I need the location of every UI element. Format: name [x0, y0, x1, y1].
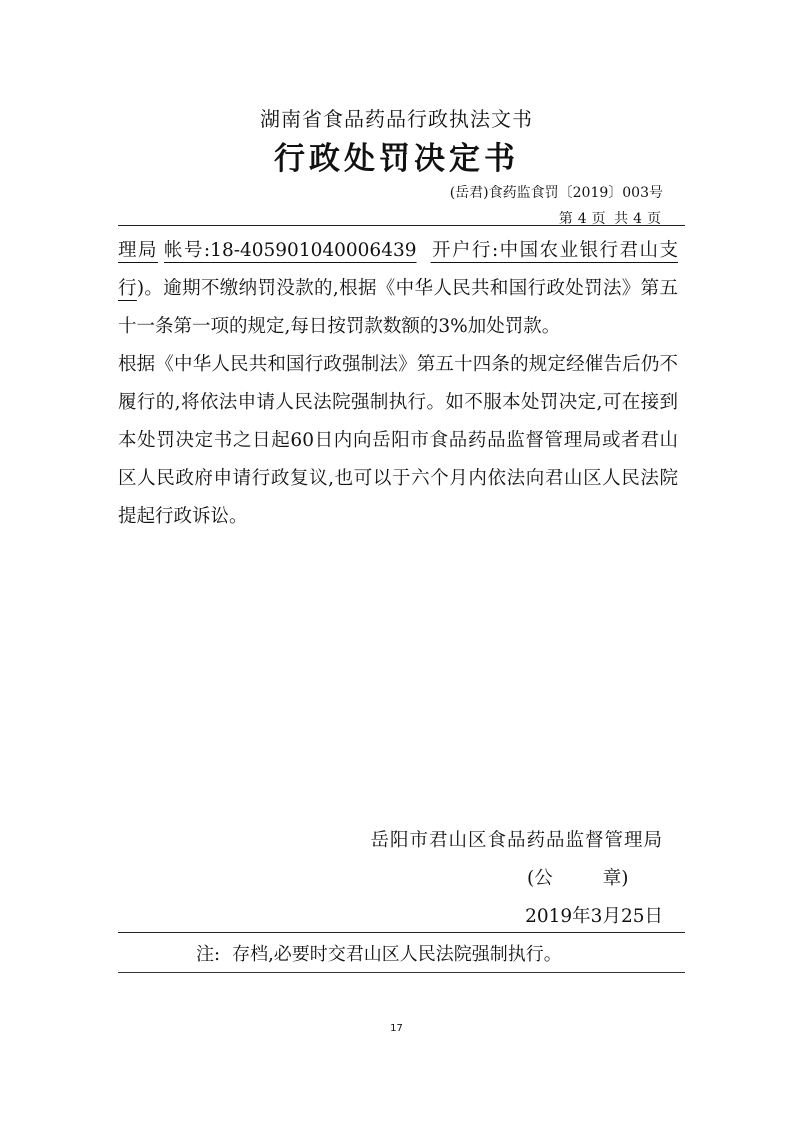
paragraph-enforcement: 根据《中华人民共和国行政强制法》第五十四条的规定经催告后仍不履行的,将依法申请人民法院强制执行。如不服本处罚决定,可在接到本处罚决定书之日起60日内向岳阳市食品药品监督管理局或者君山区人民政府申请行政复议,也可以于六个月内依法向君山区人民法院提起行政诉讼。 [118, 354, 678, 527]
official-seal-placeholder [527, 864, 628, 890]
paragraph-penalty-text: )。逾期不缴纳罚没款的,根据《中华人民共和国行政处罚法》第五十一条第一项的规定,每日按罚款数额的3%加处罚款。 [118, 278, 678, 337]
page-info-prefix: 第 [558, 211, 573, 227]
note-rule-top [118, 932, 685, 933]
account-label: 帐号: [163, 240, 211, 261]
bank-branch: 君山支行 [118, 240, 679, 299]
footnote-label: 注: [196, 944, 221, 965]
seal-open: (公 [527, 868, 553, 889]
signing-date: 2019年3月25日 [525, 906, 663, 927]
footnote-text: 存档,必要时交君山区人民法院强制执行。 [232, 944, 562, 965]
footnote [196, 940, 562, 966]
page-info-suffix: 页 [647, 211, 661, 227]
note-rule-bottom [118, 972, 685, 973]
paragraph-payment [118, 232, 678, 346]
account-number: 18-405901040006439 [210, 240, 417, 261]
header-rule [118, 225, 685, 226]
seal-close: 章) [602, 868, 629, 889]
document-number: (岳君)食药监食罚〔2019〕003号 [449, 185, 663, 201]
bank-name: 中国农业银行 [498, 240, 620, 261]
document-body [118, 232, 678, 536]
payee-fragment: 理局 [118, 240, 158, 261]
page-info-mid: 页 共 [591, 211, 629, 227]
page-current: 4 [577, 211, 587, 227]
document-title: 行政处罚决定书 [274, 141, 519, 177]
page-number: 17 [390, 1023, 403, 1034]
bank-label: 开户行: [430, 240, 499, 261]
signing-authority: 岳阳市君山区食品药品监督管理局 [370, 830, 663, 851]
document-issuer: 湖南省食品药品行政执法文书 [260, 107, 533, 131]
page-total: 4 [633, 211, 642, 227]
